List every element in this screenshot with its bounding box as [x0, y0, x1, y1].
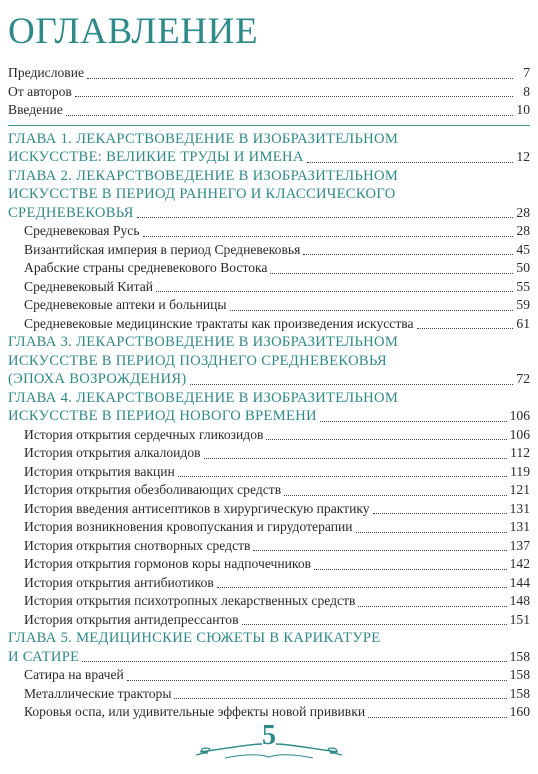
entry-label: История открытия антидепрессантов [24, 611, 239, 627]
toc-subentry [8, 296, 530, 315]
entry-page: 131 [509, 500, 530, 516]
entry-page: 112 [510, 445, 530, 460]
dot-leader [230, 310, 513, 311]
entry-label: История открытия вакцин [24, 463, 175, 479]
dot-leader [320, 421, 507, 422]
entry-label: Арабские страны средневекового Востока [24, 260, 268, 275]
toc-subentry [8, 518, 530, 537]
entry-page: 45 [516, 241, 530, 257]
toc-subentry [8, 463, 530, 482]
chapter-title-line: ГЛАВА 3. ЛЕКАРСТВОВЕДЕНИЕ В ИЗОБРАЗИТЕЛЬНОМ [8, 334, 399, 350]
entry-label: Византийская империя в период Средневековья [24, 241, 301, 257]
toc-subentry [8, 481, 530, 500]
dot-leader [174, 698, 506, 699]
entry-page: 119 [510, 463, 530, 479]
dot-leader [253, 550, 506, 551]
toc-subentry [8, 315, 530, 334]
chapter-title-line: ИСКУССТВЕ: ВЕЛИКИЕ ТРУДЫ И ИМЕНА [8, 149, 304, 165]
entry-label: Средневековые аптеки и больницы [24, 297, 227, 312]
dot-leader [356, 532, 507, 533]
table-of-contents [8, 64, 530, 722]
entry-label: История открытия антибиотиков [24, 574, 214, 590]
dot-leader [417, 328, 513, 329]
dot-leader [307, 162, 513, 163]
toc-subentry [8, 574, 530, 593]
dot-leader [242, 624, 507, 625]
toc-subentry [8, 222, 530, 241]
toc-subentry [8, 444, 530, 463]
page-footer [0, 718, 538, 766]
entry-page: 158 [509, 667, 530, 682]
chapter-title-line: СРЕДНЕВЕКОВЬЯ [8, 204, 134, 221]
entry-page: 121 [509, 482, 530, 497]
entry-page: 142 [509, 556, 530, 571]
dot-leader [373, 513, 507, 514]
dot-leader [190, 384, 513, 385]
divider [8, 125, 530, 126]
chapter-3 [8, 333, 530, 389]
chapter-page: 28 [516, 204, 530, 220]
dot-leader [127, 680, 507, 681]
dot-leader [82, 661, 506, 662]
dot-leader [204, 458, 508, 459]
toc-subentry [8, 500, 530, 519]
chapter-title-last-line [8, 370, 530, 389]
entry-label: Средневековый Китай [24, 278, 154, 294]
entry-label: История возникновения кровопускания и гирудотерапии [24, 519, 353, 534]
entry-label: Предисловие [8, 65, 85, 80]
chapter-title-line: ГЛАВА 2. ЛЕКАРСТВОВЕДЕНИЕ В ИЗОБРАЗИТЕЛЬНОМ [8, 167, 399, 184]
entry-page: 50 [516, 260, 530, 275]
entry-label: История открытия гормонов коры надпочечников [24, 556, 312, 571]
chapter-page: 106 [509, 408, 530, 423]
chapter-title-line: (ЭПОХА ВОЗРОЖДЕНИЯ) [8, 371, 187, 387]
chapter-title-last-line [8, 204, 530, 223]
dot-leader [270, 273, 513, 274]
entry-label: Средневековые медицинские трактаты как произведения искусства [24, 315, 414, 331]
entry-label: История открытия сердечных гликозидов [24, 426, 264, 442]
entry-page: 55 [516, 278, 530, 294]
chapter-5 [8, 629, 530, 666]
entry-label: От авторов [8, 83, 72, 99]
page-number: 5 [262, 720, 276, 751]
chapter-title-line: ИСКУССТВЕ В ПЕРИОД НОВОГО ВРЕМЕНИ [8, 408, 317, 424]
entry-label: История открытия снотворных средств [24, 537, 251, 553]
entry-label: История открытия обезболивающих средств [24, 482, 282, 497]
toc-subentry [8, 241, 530, 260]
entry-page: 158 [509, 685, 530, 701]
toc-subentry [8, 685, 530, 704]
dot-leader [75, 96, 513, 97]
chapter-page: 158 [509, 648, 530, 664]
entry-page: 160 [509, 704, 530, 719]
entry-page: 144 [509, 574, 530, 590]
chapter-title-line: И САТИРЕ [8, 648, 80, 665]
chapter-2 [8, 167, 530, 223]
entry-label: Введение [8, 102, 63, 117]
entry-page: 151 [509, 611, 530, 627]
entry-page: 61 [516, 315, 530, 331]
entry-label: Сатира на врачей [24, 667, 124, 682]
entry-page: 10 [516, 102, 530, 117]
toc-subentry [8, 592, 530, 611]
toc-subentry [8, 611, 530, 630]
toc-subentry [8, 555, 530, 574]
chapter-4 [8, 389, 530, 426]
entry-label: Средневековая Русь [24, 223, 140, 238]
entry-label: История открытия психотропных лекарственных средств [24, 593, 356, 608]
dot-leader [303, 254, 513, 255]
toc-entry [8, 101, 530, 120]
chapter-title-line: ГЛАВА 4. ЛЕКАРСТВОВЕДЕНИЕ В ИЗОБРАЗИТЕЛЬНОМ [8, 389, 399, 406]
toc-subentry [8, 426, 530, 445]
dot-leader [87, 78, 513, 79]
dot-leader [137, 217, 513, 218]
entry-page: 7 [523, 65, 530, 80]
toc-subentry [8, 259, 530, 278]
dot-leader [314, 569, 507, 570]
toc-subentry [8, 666, 530, 685]
dot-leader [66, 115, 513, 116]
entry-page: 59 [516, 297, 530, 312]
entry-page: 137 [509, 537, 530, 553]
entry-label: Металлические тракторы [24, 685, 172, 701]
chapter-page: 12 [516, 149, 530, 164]
entry-page: 131 [509, 519, 530, 534]
entry-page: 106 [509, 426, 530, 442]
chapter-title-last-line [8, 148, 530, 167]
dot-leader [178, 476, 507, 477]
dot-leader [217, 587, 507, 588]
dot-leader [358, 606, 506, 607]
chapter-title-line: ГЛАВА 1. ЛЕКАРСТВОВЕДЕНИЕ В ИЗОБРАЗИТЕЛЬНОМ [8, 130, 399, 147]
chapter-title-line: ИСКУССТВЕ В ПЕРИОД ПОЗДНЕГО СРЕДНЕВЕКОВЬЯ [8, 352, 387, 369]
toc-entry [8, 64, 530, 83]
entry-page: 28 [516, 223, 530, 238]
entry-label: Коровья оспа, или удивительные эффекты новой прививки [24, 704, 366, 719]
chapter-title-last-line [8, 407, 530, 426]
toc-entry [8, 83, 530, 102]
toc-subentry [8, 537, 530, 556]
dot-leader [266, 439, 506, 440]
entry-page: 8 [523, 83, 530, 99]
page-title: ОГЛАВЛЕНИЕ [8, 11, 259, 52]
chapter-title-line: ИСКУССТВЕ В ПЕРИОД РАННЕГО И КЛАССИЧЕСКОГО [8, 186, 396, 202]
entry-page: 148 [509, 593, 530, 608]
toc-subentry [8, 278, 530, 297]
dot-leader [156, 291, 513, 292]
entry-label: История введения антисептиков в хирургическую практику [24, 500, 370, 516]
chapter-page: 72 [516, 371, 530, 386]
entry-label: История открытия алкалоидов [24, 445, 201, 460]
dot-leader [143, 236, 513, 237]
dot-leader [284, 495, 506, 496]
chapter-title-line: ГЛАВА 5. МЕДИЦИНСКИЕ СЮЖЕТЫ В КАРИКАТУРЕ [8, 630, 381, 646]
chapter-title-last-line [8, 648, 530, 667]
chapter-1 [8, 130, 530, 167]
